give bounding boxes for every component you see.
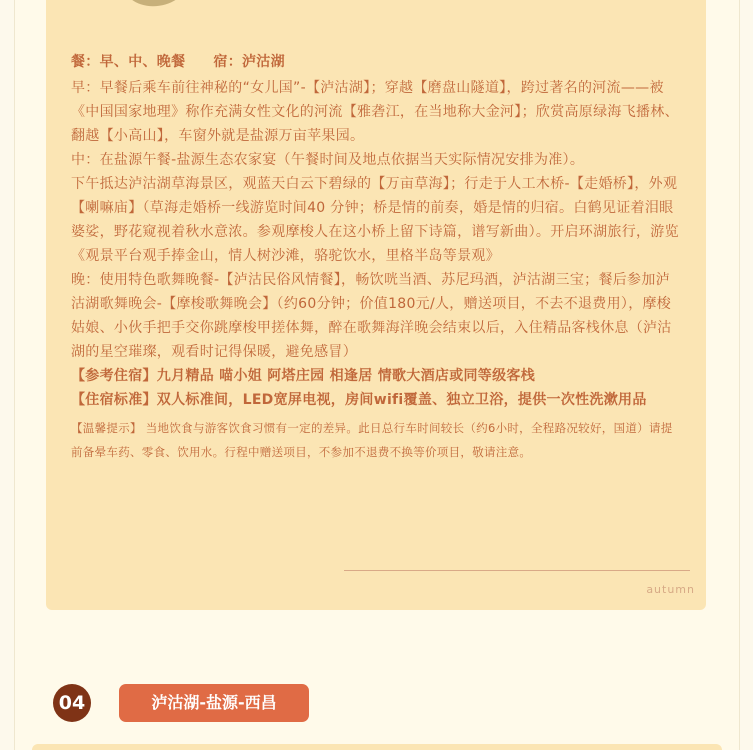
meals-label: 餐：早、中、晚餐: [71, 54, 186, 70]
evening-text: 晚：使用特色歌舞晚餐-【泸沽民俗风情餐】，畅饮咣当酒、苏尼玛酒，泸沽湖三宝；餐后参加泸沽湖歌舞晚会-【摩梭歌舞晚会】（约60分钟；价值180元/人，赠送项目，不去不退费用），摩梭姑娘、小伙手把手交你跳摩梭甲搓体舞，醉在歌舞海洋晚会结束以后，入住精品客栈休息（泸沽湖的星空璀璨，观看时记得保暖，避免感冒）: [71, 272, 672, 360]
stay-label: 宿：泸沽湖: [213, 54, 285, 70]
day-number-badge: 04: [53, 684, 91, 722]
day3-content: [71, 50, 683, 464]
noon-text: 中：在盐源午餐-盐源生态农家宴（午餐时间及地点依据当天实际情况安排为准）。: [71, 152, 585, 168]
hotel-reference: 【参考住宿】九月精品 喵小姐 阿塔庄园 相逢居 情歌大酒店或同等级客栈: [71, 368, 535, 384]
meal-info: [71, 50, 683, 74]
hotel-standard: 【住宿标准】双人标准间，LED宽屏电视，房间wifi覆盖、独立卫浴，提供一次性洗漱用品: [71, 392, 647, 408]
divider-line: [344, 570, 690, 571]
warm-tips: 【温馨提示】 当地饮食与游客饮食习惯有一定的差异。此日总行车时间较长（约6小时，全程路况较好，国道）请提前备晕车药、零食、饮用水。行程中赠送项目，不参加不退费不换等价项目，敬请注意。: [71, 421, 673, 459]
afternoon-text: 下午抵达泸沽湖草海景区，观蓝天白云下碧绿的【万亩草海】；行走于人工木桥-【走婚桥】，外观【喇嘛庙】（草海走婚桥一线游览时间40 分钟；桥是情的前奏，婚是情的归宿。白鹤见证着泪眼婆娑，野花窥视着秋水意浓。参观摩梭人在这小桥上留下诗篇，谱写新曲）。开启环湖旅行，游览《观景平台观手捧金山，情人树沙滩，骆驼饮水，里格半岛等景观》: [71, 176, 679, 264]
day-route-title: 泸沽湖-盐源-西昌: [119, 684, 309, 722]
signature-text: autumn: [646, 583, 695, 596]
morning-text: 早：早餐后乘车前往神秘的“女儿国”-【泸沽湖】；穿越【磨盘山隧道】，跨过著名的河流——被《中国国家地理》称作充满女性文化的河流【雅砻江，在当地称大金河】；欣赏高原绿海飞播林、翻越【小高山】，车窗外就是盐源万亩苹果园。: [71, 80, 679, 144]
day4-itinerary-card: [32, 744, 722, 750]
leaf-decoration-icon: [121, 0, 191, 10]
